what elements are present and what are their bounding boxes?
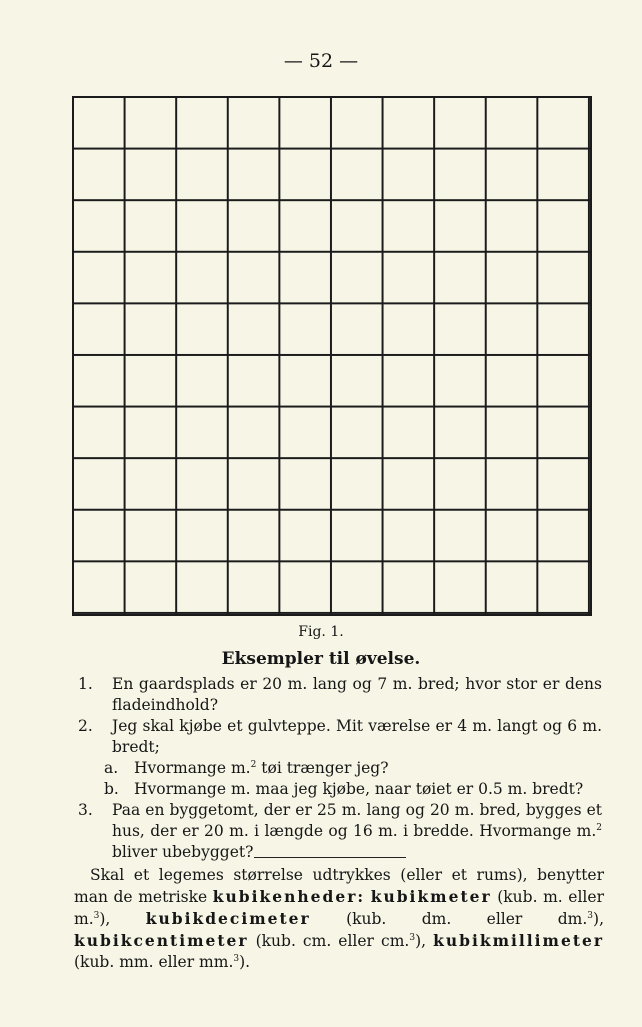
superscript: 3 xyxy=(93,910,100,921)
exercise-text: Paa en byggetomt, der er 25 m. lang og 20 m. bred, bygges et hus, der er 20 m. i længde og 16 m. i bredde. Hvormange m. xyxy=(112,801,602,840)
text-run: ), xyxy=(415,932,434,950)
subitem-text: Hvormange m. xyxy=(134,759,251,777)
exercise-text: Jeg skal kjøbe et gulvteppe. Mit værelse er 4 m. langt og 6 m. bredt; xyxy=(112,717,602,756)
exercise-subitem xyxy=(78,758,602,779)
subitem-text: Hvormange m. maa jeg kjøbe, naar tøiet er 0.5 m. bredt? xyxy=(134,780,584,798)
exercise-subitem xyxy=(78,779,602,800)
body-paragraph xyxy=(74,865,604,973)
text-run: ), xyxy=(99,910,146,928)
superscript: 2 xyxy=(596,822,602,833)
text-run: (kub. m. eller m. xyxy=(74,888,604,928)
spaced-term: kubikcentimeter xyxy=(74,931,249,950)
exercise-item xyxy=(78,716,602,758)
subitem-label: a. xyxy=(104,759,119,777)
page-number: — 52 — xyxy=(283,50,359,72)
spaced-term: kubikmillimeter xyxy=(433,931,605,950)
spaced-term: kubikenheder: xyxy=(212,887,366,906)
exercise-text: En gaardsplads er 20 m. lang og 7 m. bred; hvor stor er dens fladeindhold? xyxy=(112,675,602,714)
superscript: 2 xyxy=(250,759,257,770)
exercise-item xyxy=(78,800,602,863)
text-run: (kub. mm. eller mm. xyxy=(74,953,234,971)
subitem-label: b. xyxy=(104,780,119,798)
section-heading: Eksempler til øvelse. xyxy=(221,649,421,669)
text-run: (kub. dm. eller dm. xyxy=(310,910,588,928)
text-run: ). xyxy=(239,953,251,971)
text-run: ), xyxy=(593,910,604,928)
exercise-number: 3. xyxy=(78,801,93,819)
spaced-term: kubikmeter xyxy=(370,887,492,906)
exercise-text: bliver ubebygget? xyxy=(112,843,254,861)
superscript: 3 xyxy=(587,910,594,921)
text-run: (kub. cm. eller cm. xyxy=(248,932,410,950)
exercise-number: 2. xyxy=(78,717,93,735)
exercise-number: 1. xyxy=(78,675,93,693)
spaced-term: kubikdecimeter xyxy=(145,909,311,928)
exercise-list xyxy=(78,674,602,863)
figure-caption: Fig. 1. xyxy=(298,624,344,640)
superscript: 3 xyxy=(233,953,240,964)
text-run: Skal et legemes størrelse udtrykkes (eller et rums), benytter man de metriske xyxy=(74,866,604,906)
superscript: 3 xyxy=(409,932,416,943)
exercise-item xyxy=(78,674,602,716)
separator-rule xyxy=(254,857,406,858)
figure-grid xyxy=(72,96,592,616)
subitem-text: tøi trænger jeg? xyxy=(256,759,389,777)
